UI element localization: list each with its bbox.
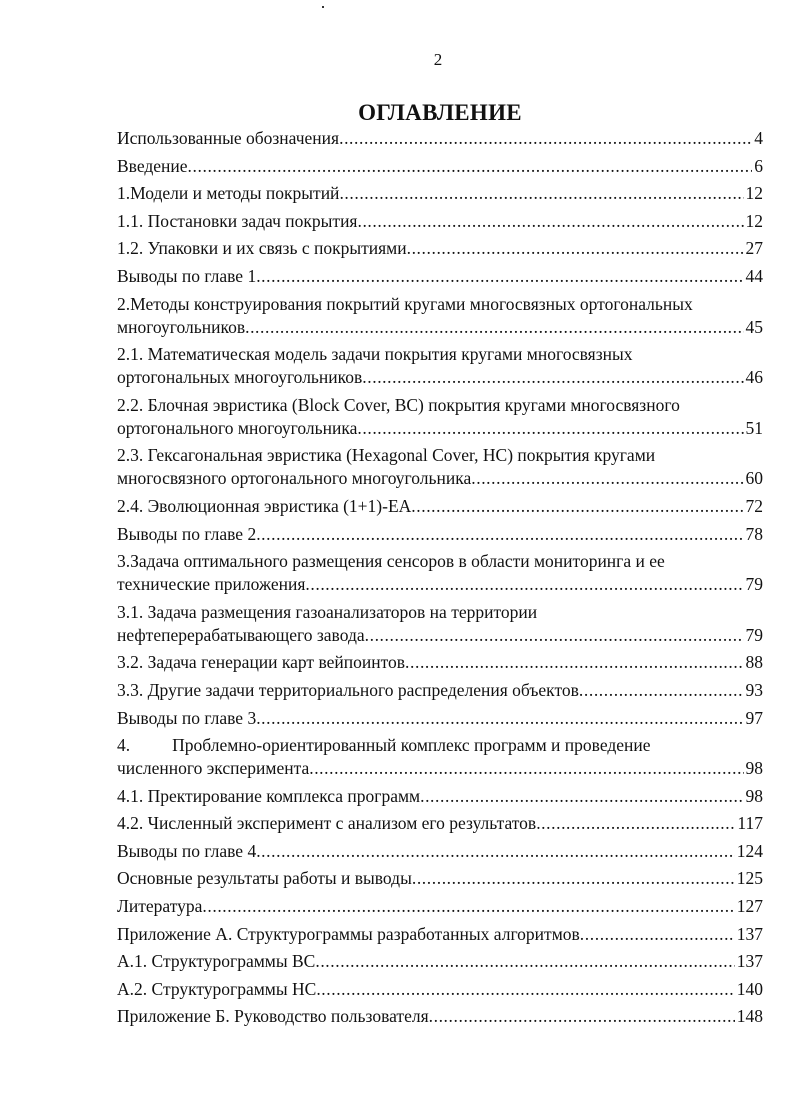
toc-entry-title: Выводы по главе 4 ..... [117,841,763,861]
toc-entry[interactable] [117,785,763,808]
toc-entry[interactable] [117,895,763,918]
toc-entry[interactable] [117,182,763,205]
toc-entry[interactable] [117,651,763,674]
toc-entry[interactable] [117,444,763,490]
toc-entry-page: 93 [745,679,763,700]
toc-entry[interactable] [117,950,763,973]
toc-entry-title: Выводы по главе 1 ..... [117,266,763,286]
toc-entry[interactable] [117,1005,763,1028]
toc-entry[interactable] [117,734,763,780]
toc-entry-page: 140 [736,978,763,999]
toc-entry-title: А.2. Структурограммы НС ..... [117,979,763,999]
toc-entry-title: многоугольников ..... [117,317,763,337]
toc-entry-number: 4. [117,735,131,756]
toc-entry-page: 88 [745,652,763,673]
toc-entry-page: 97 [745,707,763,728]
toc-entry-title: 2.1. Математическая модель задачи покрытия кругами многосвязных [117,344,633,365]
toc-entry-page: 137 [736,951,763,972]
toc-entry-page: 4 [754,128,763,148]
toc-entry-page: 79 [745,574,763,595]
toc-entry-title: численного эксперимента ..... [117,758,763,778]
toc-entry[interactable] [117,127,763,150]
toc-entry-title: 3.2. Задача генерации карт вейпоинтов ..... [117,652,763,672]
toc-entry-title: 3.1. Задача размещения газоанализаторов на территории [117,601,538,622]
toc-entry[interactable] [117,550,763,596]
toc-entry[interactable] [117,812,763,835]
toc-entry[interactable] [117,343,763,389]
toc-entry[interactable] [117,495,763,518]
toc-entry-title: Проблемно-ориентированный комплекс программ и проведение [172,735,651,756]
toc-entry-page: 60 [745,468,763,489]
toc-entry-page: 117 [737,813,763,834]
toc-entry-page: 12 [745,210,763,231]
toc-entry-title: Выводы по главе 3 ..... [117,708,763,728]
toc-entry[interactable] [117,840,763,863]
toc-entry-page: 79 [745,624,763,645]
toc-entry-title: 2.3. Гексагональная эвристика (Hexagonal Cover, HC) покрытия кругами [117,445,656,466]
toc-entry-page: 137 [736,923,763,944]
toc-entry-title: 2.Методы конструирования покрытий кругами многосвязных ортогональных [117,293,693,314]
page-number: 2 [433,50,443,69]
toc-entry-title: 2.2. Блочная эвристика (Block Cover, BC) покрытия кругами многосвязного [117,394,680,415]
toc-entry[interactable] [117,237,763,260]
toc-entry[interactable] [117,923,763,946]
toc-entry-page: 98 [745,758,763,779]
toc-entry-page: 148 [736,1006,763,1027]
toc-entry[interactable] [117,523,763,546]
toc-entry-title: А.1. Структурограммы ВС ..... [117,951,763,971]
toc-entry-title: нефтеперерабатывающего завода ..... [117,625,763,645]
toc-entry-page: 12 [745,183,763,204]
toc-entry[interactable] [117,210,763,233]
scan-speck [322,6,324,8]
toc-entry-title: ортогональных многоугольников ..... [117,367,763,387]
toc-entry-page: 46 [745,367,763,388]
toc-entry[interactable] [117,293,763,339]
toc-entry-page: 6 [754,155,763,176]
toc-entry-title: 1.1. Постановки задач покрытия ..... [117,211,763,231]
toc-entry-title: 1.Модели и методы покрытий ..... [117,183,763,203]
toc-entry-page: 72 [745,495,763,516]
toc-entry-page: 44 [745,265,763,286]
toc-entry-page: 27 [745,238,763,259]
toc-entry-title: Выводы по главе 2 ..... [117,524,763,544]
toc-entry-title: Приложение Б. Руководство пользователя ..... [117,1006,763,1026]
toc-entry-title: многосвязного ортогонального многоугольника ..... [117,468,763,488]
toc-entry-page: 127 [736,896,763,917]
toc-entry-title: Основные результаты работы и выводы ..... [117,868,763,888]
toc-entry-title: ортогонального многоугольника ..... [117,418,763,438]
toc-entry-title: 3.3. Другие задачи территориального распределения объектов ..... [117,680,763,700]
toc-entry-page: 45 [745,316,763,337]
toc-heading: ОГЛАВЛЕНИЕ [358,100,522,125]
toc-entry-page: 78 [745,523,763,544]
toc-entry[interactable] [117,394,763,440]
toc-entry[interactable] [117,155,763,178]
toc-entry-title: Приложение А. Структурограммы разработанных алгоритмов ..... [117,924,763,944]
table-of-contents [117,127,763,1033]
toc-entry-title: 4.1. Пректирование комплекса программ ..... [117,786,763,806]
toc-entry-page: 125 [736,868,763,889]
toc-entry-page: 124 [736,840,763,861]
toc-entry-title: Введение ..... [117,156,763,176]
toc-entry-page: 51 [745,417,763,438]
toc-entry[interactable] [117,601,763,647]
toc-entry[interactable] [117,265,763,288]
toc-entry[interactable] [117,707,763,730]
toc-entry[interactable] [117,867,763,890]
toc-entry-title: Литература ..... [117,896,763,916]
toc-entry-title: технические приложения ..... [117,574,763,594]
toc-entry-title: Использованные обозначения ..... [117,128,763,148]
toc-entry-title: 1.2. Упаковки и их связь с покрытиями ..... [117,238,763,258]
toc-entry-title: 2.4. Эволюционная эвристика (1+1)-EA ..... [117,496,763,516]
toc-entry-title: 3.Задача оптимального размещения сенсоров в области мониторинга и ее [117,551,665,572]
toc-entry[interactable] [117,978,763,1001]
toc-entry[interactable] [117,679,763,702]
toc-entry-title: 4.2. Численный эксперимент с анализом его результатов ..... [117,813,763,833]
toc-entry-page: 98 [745,785,763,806]
